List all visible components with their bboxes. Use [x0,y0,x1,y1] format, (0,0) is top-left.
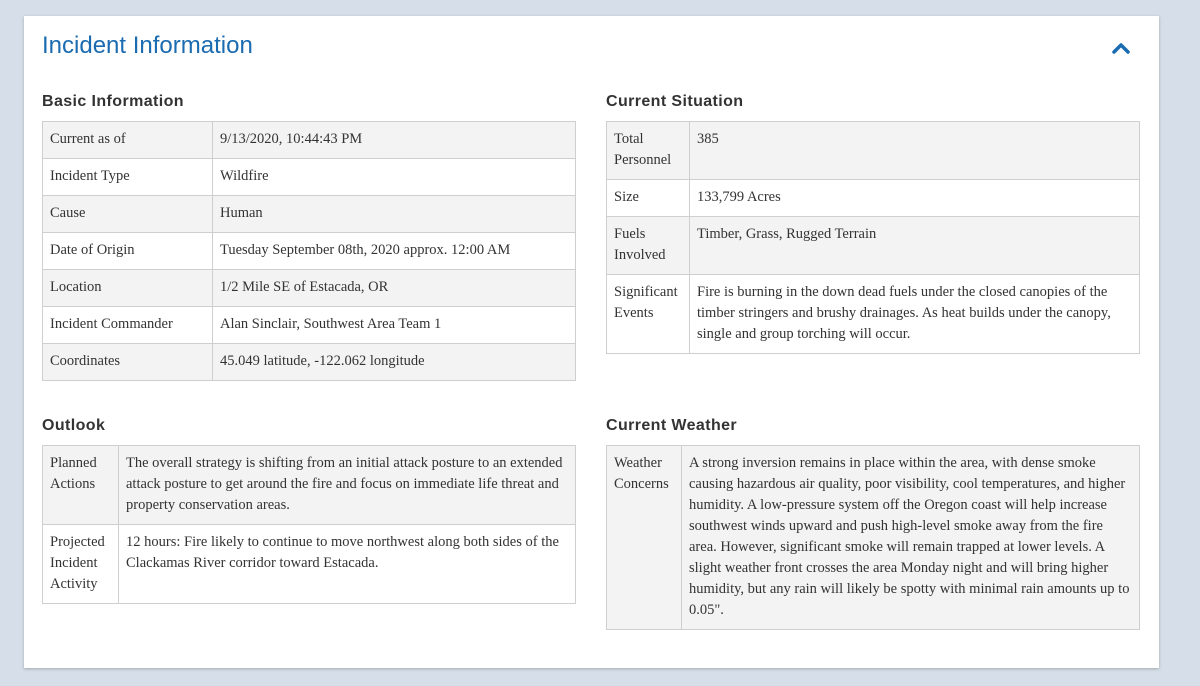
table-row [607,180,1140,217]
row-label: Planned Actions [43,446,119,525]
row-value: 45.049 latitude, -122.062 longitude [213,344,576,381]
table-row [43,233,576,270]
row-label: Total Personnel [607,122,690,180]
row-label: Location [43,270,213,307]
row-label: Coordinates [43,344,213,381]
outlook-section [42,416,576,604]
current-weather-table [606,445,1140,630]
table-row [607,217,1140,275]
table-row [43,270,576,307]
row-value: The overall strategy is shifting from an initial attack posture to an extended attack posture to get around the fire and focus on immediate life threat and property conservation areas. [119,446,576,525]
collapse-button[interactable] [1109,38,1133,58]
chevron-up-icon [1109,38,1133,58]
row-value: 385 [690,122,1140,180]
table-row [43,446,576,525]
table-row [607,446,1140,630]
table-row [43,196,576,233]
basic-information-table [42,121,576,381]
row-value: Human [213,196,576,233]
row-label: Size [607,180,690,217]
row-value: A strong inversion remains in place within the area, with dense smoke causing hazardous air quality, poor visibility, cool temperatures, and higher humidity. A low-pressure system off the Oregon coast will help increase southwest winds upward and push high-level smoke away from the fire area. However, significant smoke will remain trapped at lower levels. A slight weather front crosses the area Monday night and will bring higher humidity, but any rain will likely be spotty with minimal rain amounts up to 0.05". [682,446,1140,630]
basic-information-section [42,92,576,381]
section-title-current-situation: Current Situation [606,93,744,110]
table-row [607,275,1140,354]
table-row [43,344,576,381]
row-value: 133,799 Acres [690,180,1140,217]
section-title-basic-information: Basic Information [42,93,184,110]
row-value: Timber, Grass, Rugged Terrain [690,217,1140,275]
row-value: 1/2 Mile SE of Estacada, OR [213,270,576,307]
section-title-outlook: Outlook [42,417,106,434]
row-value: Tuesday September 08th, 2020 approx. 12:00 AM [213,233,576,270]
outlook-table [42,445,576,604]
row-label: Projected Incident Activity [43,525,119,604]
row-label: Cause [43,196,213,233]
current-situation-section [606,92,1140,354]
row-label: Fuels Involved [607,217,690,275]
row-value: Wildfire [213,159,576,196]
row-value: Alan Sinclair, Southwest Area Team 1 [213,307,576,344]
row-label: Incident Type [43,159,213,196]
table-row [43,159,576,196]
row-label: Current as of [43,122,213,159]
panel-title: Incident Information [42,32,253,59]
table-row [43,307,576,344]
row-value: 12 hours: Fire likely to continue to move northwest along both sides of the Clackamas River corridor toward Estacada. [119,525,576,604]
row-label: Incident Commander [43,307,213,344]
incident-information-panel [24,16,1159,668]
row-label: Weather Concerns [607,446,682,630]
table-row [43,122,576,159]
table-row [43,525,576,604]
row-label: Significant Events [607,275,690,354]
current-situation-table [606,121,1140,354]
current-weather-section [606,416,1140,630]
row-label: Date of Origin [43,233,213,270]
table-row [607,122,1140,180]
section-title-current-weather: Current Weather [606,417,738,434]
row-value: 9/13/2020, 10:44:43 PM [213,122,576,159]
row-value: Fire is burning in the down dead fuels under the closed canopies of the timber stringers and brushy drainages. As heat builds under the canopy, single and group torching will occur. [690,275,1140,354]
